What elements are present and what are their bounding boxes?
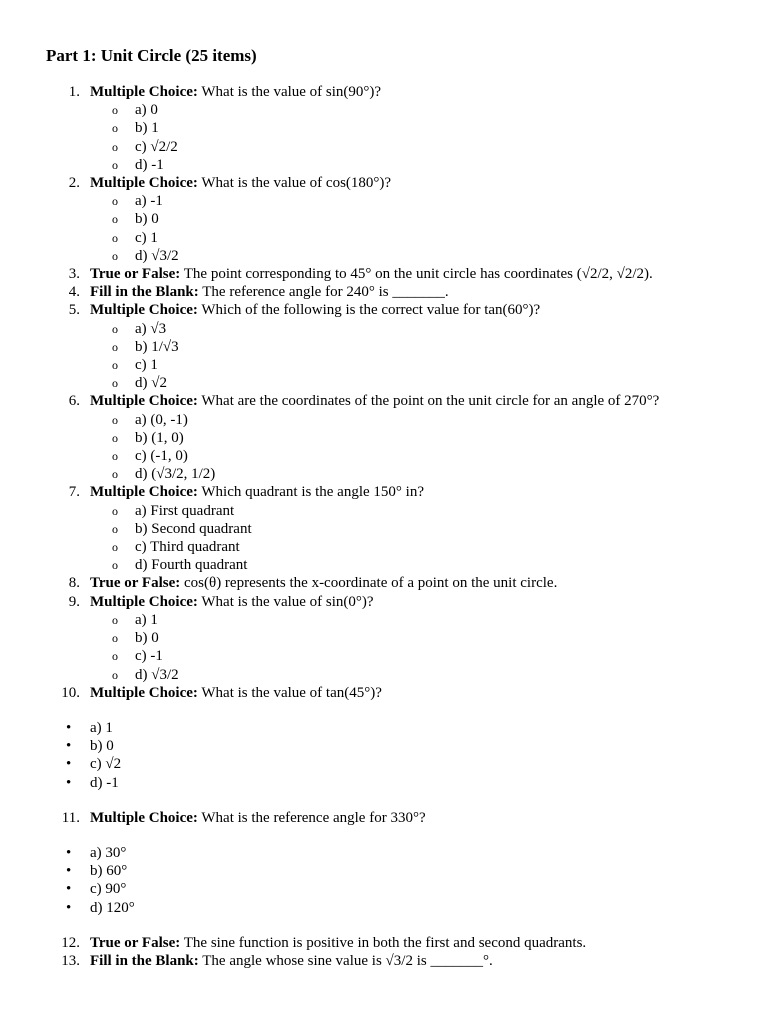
- option-item: o b) 1: [112, 120, 159, 137]
- option-item: o c) Third quadrant: [112, 539, 240, 556]
- question-3: [46, 265, 768, 283]
- question-9: [46, 593, 768, 611]
- question-number: 7.: [68, 484, 80, 501]
- question-number: 11.: [61, 809, 80, 826]
- question-text: What is the value of sin(0°)?: [197, 593, 374, 610]
- question-text: The reference angle for 240° is _______.: [198, 284, 449, 301]
- question-type: Multiple Choice:: [90, 84, 198, 100]
- option-item: • b) 0: [66, 738, 114, 755]
- option-item: o d) (√3/2, 1/2): [112, 466, 216, 483]
- question-text: The point corresponding to 45° on the unit circle has coordinates (√2/2, √2/2).: [180, 266, 653, 283]
- options-list: [46, 844, 768, 917]
- option-item: o c) 1: [112, 229, 158, 246]
- question-type: Fill in the Blank:: [90, 284, 199, 301]
- question-number: 4.: [68, 284, 80, 301]
- option-item: o c) √2/2: [112, 138, 178, 155]
- question-number: 2.: [68, 175, 80, 192]
- option-item: o d) √2: [112, 375, 167, 392]
- option-item: o b) (1, 0): [112, 429, 184, 446]
- question-2: [46, 174, 768, 192]
- question-type: Multiple Choice:: [90, 302, 198, 319]
- section-title: Part 1: Unit Circle (25 items): [46, 46, 257, 65]
- question-1: [46, 83, 768, 101]
- question-13: [46, 952, 768, 970]
- question-text: What are the coordinates of the point on the unit circle for an angle of 270°?: [197, 393, 660, 410]
- options-list: [46, 411, 768, 484]
- question-number: 9.: [68, 593, 80, 610]
- option-item: o d) √3/2: [112, 666, 179, 683]
- question-text: Which of the following is the correct value for tan(60°)?: [197, 302, 541, 319]
- options-list: [46, 101, 768, 174]
- option-item: o a) First quadrant: [112, 502, 235, 519]
- bullet-icon: •: [66, 881, 72, 898]
- circle-bullet-icon: o: [112, 139, 118, 154]
- question-number: 1.: [68, 84, 80, 100]
- bullet-icon: •: [66, 719, 72, 736]
- option-item: • b) 60°: [66, 863, 128, 880]
- question-type: True or False:: [90, 575, 181, 592]
- option-item: o a) 1: [112, 611, 158, 628]
- circle-bullet-icon: o: [112, 412, 118, 427]
- circle-bullet-icon: o: [112, 321, 118, 336]
- question-12: [46, 934, 768, 952]
- question-text: Which quadrant is the angle 150° in?: [197, 484, 424, 501]
- question-6: [46, 392, 768, 410]
- question-type: Multiple Choice:: [90, 393, 198, 410]
- circle-bullet-icon: o: [112, 248, 118, 263]
- circle-bullet-icon: o: [112, 430, 118, 445]
- circle-bullet-icon: o: [112, 230, 118, 245]
- question-type: Multiple Choice:: [90, 684, 198, 701]
- question-number: 8.: [68, 575, 80, 592]
- option-item: • c) 90°: [66, 881, 127, 898]
- circle-bullet-icon: o: [112, 503, 118, 518]
- circle-bullet-icon: o: [112, 540, 118, 555]
- circle-bullet-icon: o: [112, 358, 118, 373]
- option-item: o a) 0: [112, 102, 158, 119]
- option-item: o d) -1: [112, 156, 164, 173]
- circle-bullet-icon: o: [112, 649, 118, 664]
- option-item: o b) 0: [112, 630, 159, 647]
- circle-bullet-icon: o: [112, 157, 118, 172]
- question-10: [46, 684, 768, 702]
- circle-bullet-icon: o: [112, 631, 118, 646]
- option-item: • d) 120°: [66, 899, 135, 916]
- question-8: [46, 574, 768, 592]
- question-text: The sine function is positive in both the first and second quadrants.: [180, 934, 587, 951]
- question-type: Fill in the Blank:: [90, 952, 199, 969]
- circle-bullet-icon: o: [112, 558, 118, 573]
- option-item: o a) (0, -1): [112, 411, 188, 428]
- options-list: [46, 719, 768, 792]
- circle-bullet-icon: o: [112, 612, 118, 627]
- circle-bullet-icon: o: [112, 376, 118, 391]
- option-item: o d) √3/2: [112, 247, 179, 264]
- question-number: 5.: [68, 302, 80, 319]
- question-11: [46, 809, 768, 827]
- option-item: o c) 1: [112, 357, 158, 374]
- option-item: o a) √3: [112, 320, 167, 337]
- question-text: What is the reference angle for 330°?: [197, 809, 426, 826]
- question-type: Multiple Choice:: [90, 175, 198, 192]
- option-item: • a) 1: [66, 719, 113, 736]
- question-number: 10.: [61, 684, 80, 701]
- circle-bullet-icon: o: [112, 121, 118, 136]
- circle-bullet-icon: o: [112, 103, 118, 118]
- circle-bullet-icon: o: [112, 667, 118, 682]
- option-item: o b) 1/√3: [112, 338, 179, 355]
- question-number: 6.: [68, 393, 80, 410]
- question-5: [46, 301, 768, 319]
- options-list: [46, 611, 768, 684]
- bullet-icon: •: [66, 738, 72, 755]
- question-text: What is the value of sin(90°)?: [197, 84, 382, 100]
- question-number: 12.: [61, 934, 80, 951]
- bullet-icon: •: [66, 844, 72, 861]
- option-item: o a) -1: [112, 193, 163, 210]
- option-item: • a) 30°: [66, 844, 127, 861]
- question-text: What is the value of tan(45°)?: [197, 684, 382, 701]
- question-type: True or False:: [90, 934, 181, 951]
- question-type: Multiple Choice:: [90, 809, 198, 826]
- question-number: 3.: [68, 266, 80, 283]
- bullet-icon: •: [66, 863, 72, 880]
- option-item: • d) -1: [66, 774, 119, 791]
- question-4: [46, 283, 768, 301]
- circle-bullet-icon: o: [112, 449, 118, 464]
- circle-bullet-icon: o: [112, 212, 118, 227]
- option-item: o c) (-1, 0): [112, 448, 188, 465]
- option-item: o c) -1: [112, 648, 163, 665]
- question-type: Multiple Choice:: [90, 593, 198, 610]
- circle-bullet-icon: o: [112, 194, 118, 209]
- circle-bullet-icon: o: [112, 521, 118, 536]
- bullet-icon: •: [66, 756, 72, 773]
- option-item: • c) √2: [66, 756, 122, 773]
- question-text: The angle whose sine value is √3/2 is _______°.: [198, 952, 493, 969]
- options-list: [46, 320, 768, 393]
- question-text: cos(θ) represents the x-coordinate of a point on the unit circle.: [180, 575, 558, 592]
- question-type: Multiple Choice:: [90, 484, 198, 501]
- bullet-icon: •: [66, 899, 72, 916]
- bullet-icon: •: [66, 774, 72, 791]
- option-item: o b) Second quadrant: [112, 520, 252, 537]
- question-type: True or False:: [90, 266, 181, 283]
- options-list: [46, 502, 768, 575]
- options-list: [46, 192, 768, 265]
- circle-bullet-icon: o: [112, 467, 118, 482]
- question-7: [46, 483, 768, 501]
- option-item: o b) 0: [112, 211, 159, 228]
- circle-bullet-icon: o: [112, 339, 118, 354]
- question-number: 13.: [61, 952, 80, 969]
- question-text: What is the value of cos(180°)?: [197, 175, 392, 192]
- option-item: o d) Fourth quadrant: [112, 557, 248, 574]
